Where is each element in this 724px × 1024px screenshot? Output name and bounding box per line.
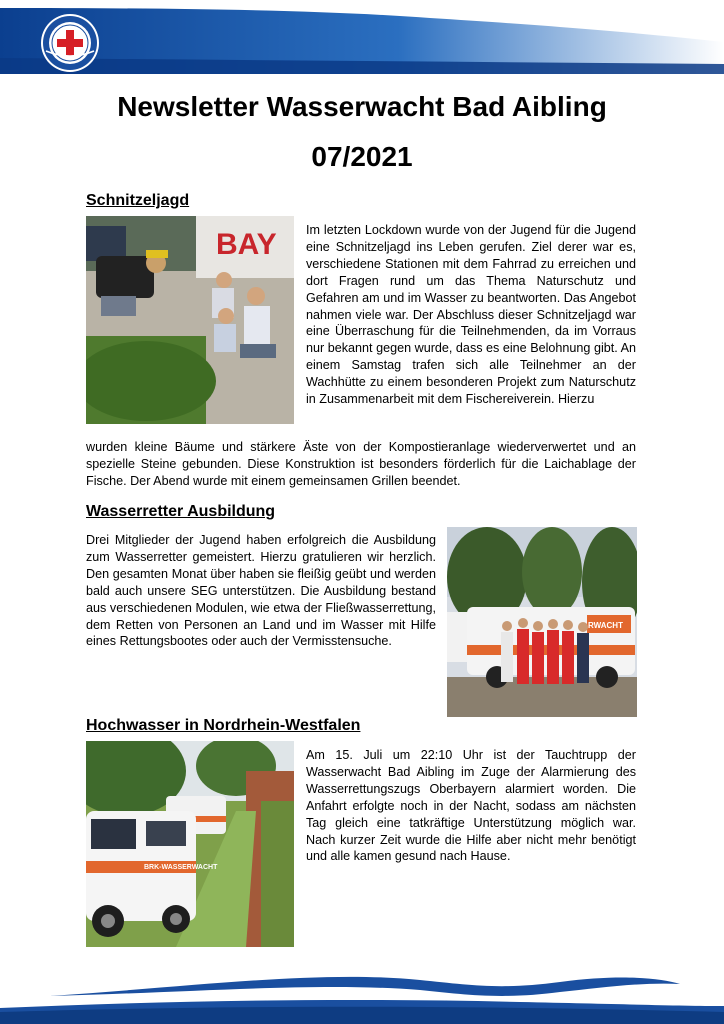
photo-wasserretter xyxy=(447,527,637,717)
footer-wave xyxy=(0,960,724,1024)
page-date: 07/2021 xyxy=(311,141,413,172)
section-text-schnitzeljagd-wrap: Im letzten Lockdown wurde von der Jugend für die Jugend eine Schnitzeljagd ins Leben gerufen. Ziel derer war es, verschiedene Stationen mit dem Fahrrad zu erreichen und dort Fragen rund um das Thema Naturschutz und Gefahren am und im Wasser zu beantworten. Das Angebot nahmen viele war. Der Abschluss dieser Schnitzeljagd war eine Überraschung für die Teilnehmenden, da im Vorraus nur bekannt gegen wurde, dass es eine Belohnung gibt. An einem Samstag trafen sich alle Teilnehmer an der Wachhütte zu einem besonderen Projekt zum Naturschutz in Zusammenarbeit mit dem Fischereiverein. Hierzu xyxy=(306,223,636,407)
photo-sign-text: BAY xyxy=(216,228,277,261)
photo-schnitzeljagd xyxy=(86,216,294,424)
header-banner xyxy=(0,0,724,74)
section-heading-wasserretter: Wasserretter Ausbildung xyxy=(86,503,276,520)
section-heading-schnitzeljagd: Schnitzeljagd xyxy=(86,192,190,209)
section-text-wasserretter: Drei Mitglieder der Jugend haben erfolgreich die Ausbildung zum Wasserretter gemeistert. Hierzu gratulieren wir herzlich. Den gesamten Monat über haben sie fleißig geübt und werden bald auch unsere SEG unterstützen. Die Ausbildung bestand aus verschiedenen Modulen, wie etwa der Fließwasserrettung, dem Retten von Personen an Land und im Wasser mit Hilfe eines Rettungsbootes oder auch der Vermisstensuche. xyxy=(86,533,436,649)
section-text-schnitzeljagd-full: wurden kleine Bäume und stärkere Äste von der Kompostieranlage wiederverwertet und an spezielle Steine gebunden. Diese Konstruktion ist besonders förderlich für die Laichablage der Fische. Der Abend wurde mit einem gemeinsamen Grillen beendet. xyxy=(86,440,636,488)
photo-ambulance-text: RWACHT xyxy=(588,621,623,630)
page-title: Newsletter Wasserwacht Bad Aibling xyxy=(117,91,607,122)
section-heading-hochwasser: Hochwasser in Nordrhein-Westfalen xyxy=(86,717,361,734)
photo-hochwasser xyxy=(86,741,294,947)
section-text-hochwasser: Am 15. Juli um 22:10 Uhr ist der Tauchtrupp der Wasserwacht Bad Aibling im Zuge der Alarmierung des Wasserrettungszugs Oberbayern alarmiert worden. Die Anfahrt erfolgte noch in der Nacht, sodass am nächsten Tag gleich eine tatkräftige Unterstützung möglich war. Nach kurzer Zeit wurde die Hilfe aber nicht mehr benötigt und alle kamen gesund nach Hause. xyxy=(306,748,636,864)
photo-vehicle-text: BRK-WASSERWACHT xyxy=(144,864,218,871)
wasserwacht-logo xyxy=(40,13,100,73)
